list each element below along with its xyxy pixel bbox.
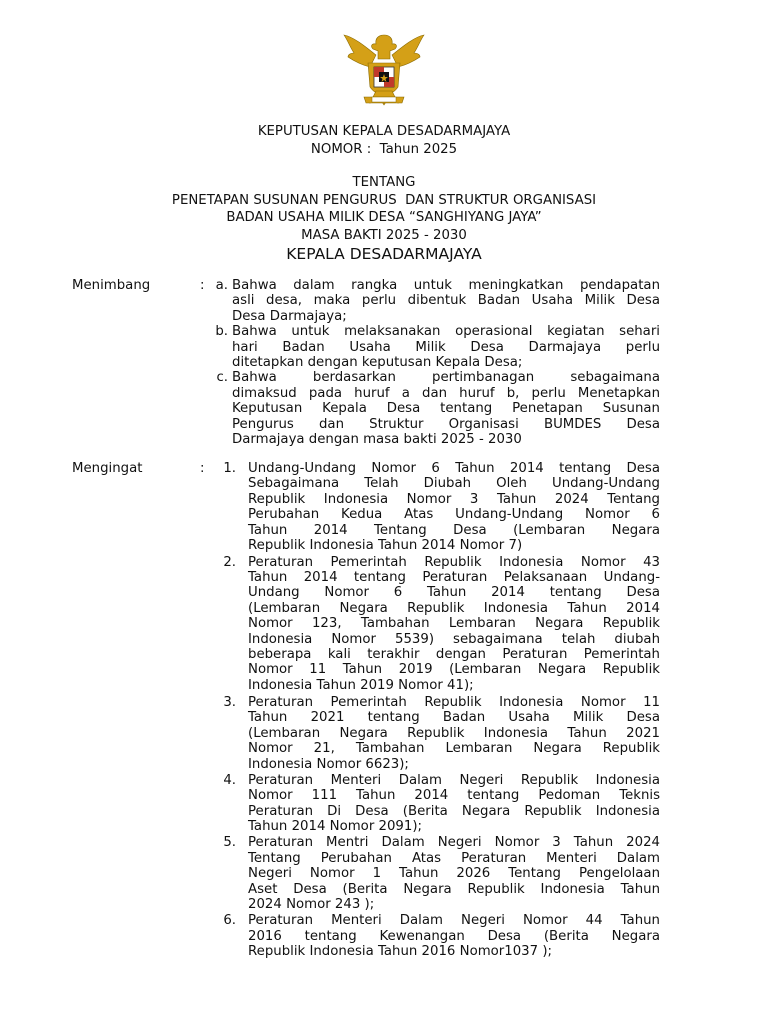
mengingat-item-marker: 1. xyxy=(223,461,236,476)
tentang-label: TENTANG xyxy=(352,175,416,190)
subject-line-1: PENETAPAN SUSUNAN PENGURUS DAN STRUKTUR ORGANISASI xyxy=(171,193,597,208)
subject-line-2: BADAN USAHA MILIK DESA “SANGHIYANG JAYA” xyxy=(226,210,542,225)
menimbang-item-line: Desa Darmajaya; xyxy=(232,308,347,324)
menimbang-item-line: Darmajaya dengan masa bakti 2025 - 2030 xyxy=(232,431,522,447)
mengingat-item-line: 2024 Nomor 243 ); xyxy=(248,896,375,912)
menimbang-item-marker: a. xyxy=(215,278,228,293)
subject-line-3: MASA BAKTI 2025 - 2030 xyxy=(301,228,467,243)
menimbang-item-line: Pengurus dan Struktur Organisasi BUMDES Desa xyxy=(232,416,660,432)
mengingat-item-line: Peraturan Mentri Dalam Negeri Nomor 3 Tahun 2024 xyxy=(248,835,660,851)
mengingat-item-line: Indonesia Tahun 2019 Nomor 41); xyxy=(248,677,474,693)
mengingat-item-line: Nomor 111 Tahun 2014 tentang Pedoman Teknis xyxy=(248,788,660,804)
menimbang-item-line: Bahwa berdasarkan pertimbanagan sebagaimana xyxy=(232,370,660,386)
mengingat-item-marker: 4. xyxy=(223,773,236,788)
menimbang-item-line: ditetapkan dengan keputusan Kepala Desa; xyxy=(232,354,523,370)
mengingat-item-line: Nomor 123, Tambahan Lembaran Negara Republik xyxy=(248,616,660,632)
mengingat-item-line: Nomor 21, Tambahan Lembaran Negara Republik xyxy=(248,741,660,757)
menimbang-item-line: hari Badan Usaha Milik Desa Darmajaya perlu xyxy=(232,339,660,355)
menimbang-item-line: Bahwa dalam rangka untuk meningkatkan pendapatan xyxy=(232,278,660,293)
mengingat-item-line: Tentang Perubahan Atas Peraturan Menteri Dalam xyxy=(248,850,660,866)
menimbang-item-marker: c. xyxy=(216,370,228,386)
mengingat-item-line: Indonesia Nomor 5539) sebagaimana telah diubah xyxy=(248,631,660,647)
mengingat-item-marker: 5. xyxy=(223,835,236,851)
mengingat-item-line: Undang-Undang Nomor 6 Tahun 2014 tentang Desa xyxy=(248,461,660,476)
mengingat-item-line: Indonesia Nomor 6623); xyxy=(248,756,409,772)
mengingat-item xyxy=(212,773,660,835)
mengingat-item xyxy=(212,461,660,555)
mengingat-item-line: 2016 tentang Kewenangan Desa (Berita Negara xyxy=(248,928,660,944)
menimbang-item-line: Keputusan Kepala Desa tentang Penetapan Susunan xyxy=(232,401,660,417)
menimbang-item-line: asli desa, maka perlu dibentuk Badan Usaha Milik Desa xyxy=(232,293,660,309)
decree-number: NOMOR : Tahun 2025 xyxy=(310,142,458,157)
decree-title: KEPUTUSAN KEPALA DESADARMAJAYA xyxy=(257,124,511,139)
mengingat-item-line: Sebagaimana Telah Diubah Oleh Undang-Undang xyxy=(248,476,660,492)
menimbang-colon: : xyxy=(200,278,205,293)
mengingat-item-line: Tahun 2021 tentang Badan Usaha Milik Desa xyxy=(248,710,660,726)
mengingat-label: Mengingat xyxy=(72,461,143,476)
mengingat-item-line: Peraturan Pemerintah Republik Indonesia Nomor 43 xyxy=(248,554,660,570)
mengingat-item-line: Tahun 2014 Nomor 2091); xyxy=(248,819,423,835)
official-title: KEPALA DESADARMAJAYA xyxy=(286,245,482,263)
mengingat-item-line: Aset Desa (Berita Negara Republik Indonesia Tahun xyxy=(248,881,660,897)
mengingat-item-line: Peraturan Menteri Dalam Negeri Republik Indonesia xyxy=(248,773,660,788)
mengingat-item-line: Nomor 11 Tahun 2019 (Lembaran Negara Republik xyxy=(248,662,660,678)
menimbang-item-line: dimaksud pada huruf a dan huruf b, perlu Menetapkan xyxy=(232,385,660,401)
mengingat-item-line: Peraturan Menteri Dalam Negeri Nomor 44 Tahun xyxy=(248,913,660,929)
mengingat-item xyxy=(212,695,660,773)
mengingat-item-line: Peraturan Pemerintah Republik Indonesia Nomor 11 xyxy=(248,695,660,710)
mengingat-item-line: Peraturan Di Desa (Berita Negara Republik Indonesia xyxy=(248,803,660,819)
mengingat-item-line: Republik Indonesia Tahun 2014 Nomor 7) xyxy=(248,537,523,553)
mengingat-item-line: Negeri Nomor 1 Tahun 2026 Tentang Pengelolaan xyxy=(248,866,660,882)
menimbang-item xyxy=(208,370,660,447)
mengingat-item-line: Undang Nomor 6 Tahun 2014 tentang Desa xyxy=(248,585,660,601)
mengingat-item-line: (Lembaran Negara Republik Indonesia Tahun 2014 xyxy=(248,600,660,616)
menimbang-item xyxy=(208,324,660,370)
mengingat-item-marker: 3. xyxy=(223,695,236,710)
mengingat-item-line: Perubahan Kedua Atas Undang-Undang Nomor 6 xyxy=(248,507,660,523)
mengingat-item-marker: 2. xyxy=(223,554,236,570)
menimbang-item xyxy=(208,278,660,324)
garuda-emblem-icon xyxy=(340,29,428,109)
mengingat-item-line: Tahun 2014 tentang Peraturan Pelaksanaan Undang- xyxy=(248,569,660,585)
mengingat-item xyxy=(212,913,660,960)
menimbang-item-marker: b. xyxy=(215,324,228,340)
mengingat-item-line: Tahun 2014 Tentang Desa (Lembaran Negara xyxy=(248,522,660,538)
menimbang-label: Menimbang xyxy=(72,278,151,293)
mengingat-item-line: beberapa kali terakhir dengan Peraturan Pemerintah xyxy=(248,646,660,662)
mengingat-item xyxy=(212,555,660,695)
mengingat-item-line: (Lembaran Negara Republik Indonesia Tahun 2021 xyxy=(248,725,660,741)
mengingat-item-line: Republik Indonesia Nomor 3 Tahun 2024 Tentang xyxy=(248,491,660,507)
mengingat-item-line: Republik Indonesia Tahun 2016 Nomor1037 ); xyxy=(248,944,552,960)
mengingat-item xyxy=(212,835,660,913)
mengingat-item-marker: 6. xyxy=(223,913,236,929)
mengingat-colon: : xyxy=(200,461,205,476)
menimbang-item-line: Bahwa untuk melaksanakan operasional kegiatan sehari xyxy=(232,324,660,340)
